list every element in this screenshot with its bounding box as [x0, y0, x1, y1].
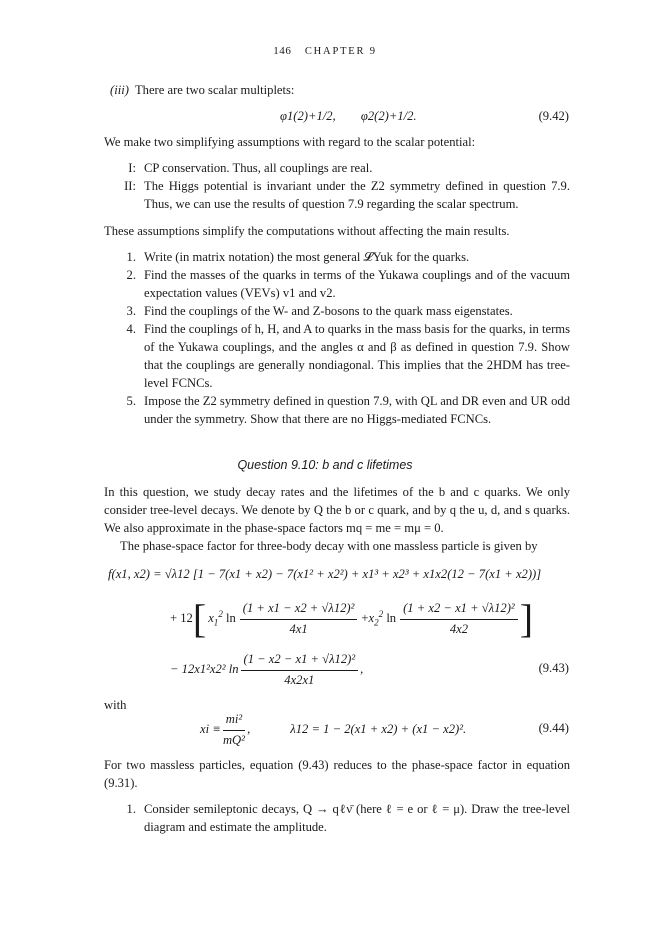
fraction-1-numerator: (1 + x1 − x2 + √λ12)² — [240, 600, 358, 620]
assumption-1 — [104, 160, 570, 180]
xi-numerator: mi² — [223, 711, 245, 731]
left-bracket: [ — [192, 596, 207, 641]
task-a-3-num: 3. — [126, 304, 136, 318]
task-a-4-num: 4. — [126, 322, 136, 336]
question-heading: Question 9.10: b and c lifetimes — [237, 458, 413, 472]
task-a-4 — [120, 321, 570, 393]
task-a-2 — [120, 267, 570, 307]
equation-9-43-line-2 — [170, 594, 533, 644]
assumption-1-label: I: — [128, 161, 136, 175]
x1-squared-ln: $x_1^2$ ln — [208, 608, 236, 628]
eq-9-43-line3-prefix: − 12x1²x2² ln — [170, 662, 239, 677]
equation-9-43-line-1: f(x1, x2) = √λ12 [1 − 7(x1 + x2) − 7(x1² + x2²) + x1³ + x2³ + x1x2(12 − 7(x1 + x2))] — [108, 567, 542, 581]
question-intro: In this question, we study decay rates and the lifetimes of the b and c quarks. We only consider tree-level decays. We denote by Q the b or c quark, and by q the u, d, and s quarks. We also approximate in the phase-space factors mq = me = mμ = 0. — [104, 485, 570, 535]
xi-fraction — [223, 711, 245, 750]
massless-text: For two massless particles, equation (9.43) reduces to the phase-space factor in equation (9.31). — [104, 758, 570, 790]
xi-denominator: mQ² — [222, 732, 245, 747]
equation-number-9-44: (9.44) — [538, 721, 569, 735]
lambda-definition: λ12 = 1 − 2(x1 + x2) + (x1 − x2)². — [290, 722, 467, 737]
task-a-3 — [120, 303, 570, 323]
with-label: with — [104, 698, 127, 712]
right-bracket: ] — [519, 596, 534, 641]
fraction-2-denominator: 4x2 — [449, 621, 468, 636]
fraction-3-denominator: 4x2x1 — [284, 672, 315, 687]
item-iii-text: There are two scalar multiplets: — [134, 83, 295, 97]
x2-squared-ln: $+x_2^2$ ln — [361, 608, 397, 628]
task-a-1-text: Write (in matrix notation) the most general 𝓛Yuk for the quarks. — [144, 250, 470, 264]
task-a-1-num: 1. — [126, 250, 136, 264]
task-a-5 — [120, 393, 570, 433]
task-a-2-text: Find the masses of the quarks in terms of the Yukawa couplings and of the vacuum expectation values (VEVs) v1 and v2. — [144, 268, 570, 300]
task-b-1-num: 1. — [126, 802, 136, 816]
equation-number-9-42: (9.42) — [538, 109, 569, 123]
equation-9-43-line-3: − 12x1²x2² ln $\frac{\text{(1 − x2 − x1 + √λ12)²}}{4x2x1}$ , — [170, 650, 363, 690]
assumption-1-text: CP conservation. Thus, all couplings are real. — [144, 161, 373, 175]
running-head — [0, 44, 650, 60]
equation-9-42 — [280, 108, 417, 126]
assumption-2 — [104, 178, 570, 218]
fraction-1-denominator: 4x1 — [289, 621, 308, 636]
eq-9-43-line2-prefix: + 12 — [170, 611, 193, 626]
simplify-text: These assumptions simplify the computations without affecting the main results. — [104, 224, 510, 238]
task-a-5-text: Impose the Z2 symmetry defined in question 7.9, with QL and DR even and UR odd under the symmetry. Show that there are no Higgs-mediated FCNCs. — [144, 394, 570, 426]
fraction-2 — [400, 600, 518, 639]
task-a-2-num: 2. — [126, 268, 136, 282]
task-a-1 — [120, 249, 570, 269]
assumptions-intro: We make two simplifying assumptions with regard to the scalar potential: — [104, 135, 476, 149]
fraction-2-numerator: (1 + x2 − x1 + √λ12)² — [400, 600, 518, 620]
fraction-3 — [241, 651, 359, 690]
task-a-3-text: Find the couplings of the W- and Z-bosons to the quark mass eigenstates. — [144, 304, 513, 318]
xi-definition-lhs: xi ≡ — [200, 722, 221, 737]
task-a-5-num: 5. — [126, 394, 136, 408]
fraction-1 — [240, 600, 358, 639]
fraction-3-numerator: (1 − x2 − x1 + √λ12)² — [241, 651, 359, 671]
phase-space-intro: The phase-space factor for three-body decay with one massless particle is given by — [120, 539, 538, 553]
task-a-4-text: Find the couplings of h, H, and A to quarks in the mass basis for the quarks, in terms of the Yukawa couplings, and the angles α and β as defined in question 7.9. Show that the couplings are generally nondiagonal. This implies that the 2HDM has tree-level FCNCs. — [144, 322, 570, 390]
chapter-label: CHAPTER 9 — [304, 46, 377, 57]
task-b-1 — [120, 801, 570, 841]
equation-number-9-43: (9.43) — [538, 661, 569, 675]
task-b-1-text: Consider semileptonic decays, Q → qℓν̄ (here ℓ = e or ℓ = μ). Draw the tree-level diagram and estimate the amplitude. — [144, 802, 570, 834]
item-iii-label: (iii) — [110, 83, 129, 97]
equation-9-42-body: φ1(2)+1/2, φ2(2)+1/2. — [280, 109, 417, 123]
page-number: 146 — [273, 45, 292, 57]
item-iii — [110, 82, 570, 100]
equation-9-44: xi ≡ $\frac{\text{mi²}}{\text{mQ²}}$ , λ12 = 1 − 2(x1 + x2) + (x1 − x2)². — [200, 710, 466, 750]
assumption-2-text: The Higgs potential is invariant under the Z2 symmetry defined in question 7.9. Thus, we can use the results of question 7.9 regarding the scalar spectrum. — [144, 179, 570, 211]
assumption-2-label: II: — [124, 179, 136, 193]
